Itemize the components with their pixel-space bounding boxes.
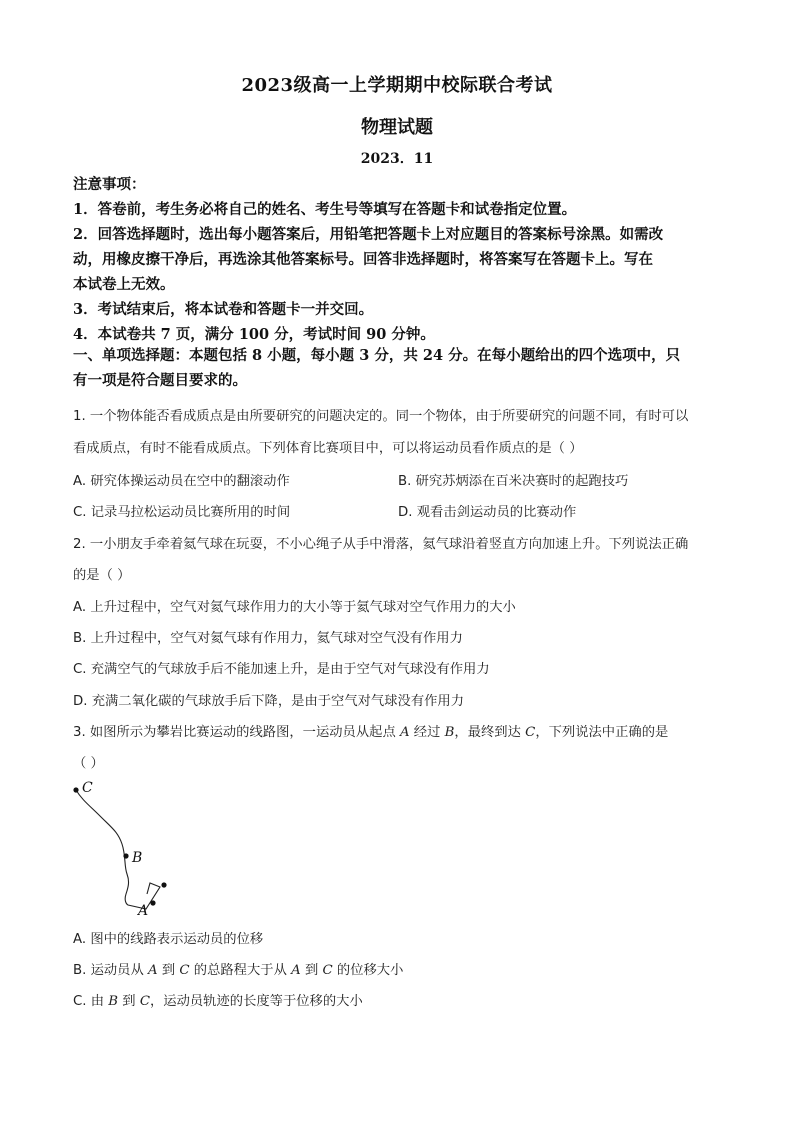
q3-option-text: B. 运动员从 — [73, 963, 148, 978]
notes-heading: 注意事项： — [73, 176, 146, 193]
notes-item: 本试卷上无效。 — [73, 276, 175, 293]
point-a-label: A — [399, 725, 410, 740]
q3-option-text: 到 — [157, 963, 180, 978]
q1-stem-line2: 看成质点，有时不能看成质点。下列体育比赛项目中，可以将运动员看作质点的是（ ） — [73, 441, 583, 456]
q3-stem-line1 — [73, 721, 668, 740]
q3-option-text: 到 — [118, 994, 140, 1009]
figure-label-a: A — [138, 903, 149, 919]
point-c-label: C — [525, 725, 536, 740]
q1-option-c: C. 记录马拉松运动员比赛所用的时间 — [73, 505, 291, 520]
q3-option-text: C. 由 — [73, 994, 109, 1009]
notes-item: 4．本试卷共 7 页，满分 100 分，考试时间 90 分钟。 — [73, 326, 435, 343]
q1-option-d: D. 观看击剑运动员的比赛动作 — [398, 505, 577, 520]
q2-option-b: B. 上升过程中，空气对氦气球有作用力，氦气球对空气没有作用力 — [73, 631, 463, 646]
climbing-route-figure — [60, 770, 190, 920]
q3-option-text: 的总路程大于从 — [189, 963, 292, 978]
q3-option-b — [73, 959, 403, 978]
q3-option-text: 到 — [300, 963, 323, 978]
q1-option-a: A. 研究体操运动员在空中的翻滚动作 — [73, 474, 290, 489]
q3-stem-text: ，下列说法中正确的是 — [535, 725, 669, 740]
figure-label-c: C — [82, 780, 93, 796]
climbing-route-path — [76, 790, 160, 909]
q2-option-d: D. 充满二氧化碳的气球放手后下降，是由于空气对气球没有作用力 — [73, 694, 465, 709]
notes-item: 3．考试结束后，将本试卷和答题卡一并交回。 — [73, 301, 374, 318]
point-label: A — [148, 963, 158, 978]
point-b-label: B — [444, 725, 455, 740]
q3-option-text: ，运动员轨迹的长度等于位移的大小 — [150, 994, 363, 1009]
section-line: 一、单项选择题：本题包括 8 小题，每小题 3 分，共 24 分。在每小题给出的四个选项中，只 — [73, 347, 681, 364]
point-label: A — [291, 963, 301, 978]
point-b-dot — [123, 853, 128, 858]
q2-option-c: C. 充满空气的气球放手后不能加速上升，是由于空气对气球没有作用力 — [73, 662, 490, 677]
notes-block — [73, 172, 733, 347]
q3-stem-line2: （ ） — [73, 756, 104, 771]
point-label: C — [179, 963, 190, 978]
q2-stem-line2: 的是（ ） — [73, 568, 131, 583]
q3-stem-text: 经过 — [409, 725, 445, 740]
q1-option-b: B. 研究苏炳添在百米决赛时的起跑技巧 — [398, 474, 629, 489]
point-label: C — [139, 994, 150, 1009]
notes-item: 1．答卷前，考生务必将自己的姓名、考生号等填写在答题卡和试卷指定位置。 — [73, 201, 577, 218]
exam-date: 2023．11 — [360, 151, 434, 167]
point-end-dot — [161, 882, 166, 887]
point-c-dot — [73, 787, 78, 792]
q3-stem-text: ，最终到达 — [454, 725, 526, 740]
notes-item: 动，用橡皮擦干净后，再选涂其他答案标号。回答非选择题时，将答案写在答题卡上。写在 — [73, 251, 653, 268]
q3-option-a: A. 图中的线路表示运动员的位移 — [73, 932, 264, 947]
subject-title: 物理试题 — [361, 117, 433, 138]
q3-option-c — [73, 990, 363, 1009]
point-label: B — [108, 994, 119, 1009]
figure-label-b: B — [132, 850, 143, 866]
point-a-dot — [150, 900, 155, 905]
point-label: C — [322, 963, 333, 978]
q3-option-text: 的位移大小 — [332, 963, 404, 978]
q3-stem-text: 3. 如图所示为攀岩比赛运动的线路图，一运动员从起点 — [73, 725, 400, 740]
section-heading — [73, 343, 733, 393]
q1-stem-line1: 1. 一个物体能否看成质点是由所要研究的问题决定的。同一个物体，由于所要研究的问题不同，有时可以 — [73, 409, 689, 424]
q2-option-a: A. 上升过程中，空气对氦气球作用力的大小等于氦气球对空气作用力的大小 — [73, 600, 516, 615]
exam-title: 2023级高一上学期期中校际联合考试 — [241, 75, 553, 96]
section-line: 有一项是符合题目要求的。 — [73, 372, 247, 389]
notes-item: 2．回答选择题时，选出每小题答案后，用铅笔把答题卡上对应题目的答案标号涂黑。如需改 — [73, 226, 664, 243]
q2-stem-line1: 2. 一小朋友手牵着氦气球在玩耍，不小心绳子从手中滑落，氦气球沿着竖直方向加速上升。下列说法正确 — [73, 537, 689, 552]
